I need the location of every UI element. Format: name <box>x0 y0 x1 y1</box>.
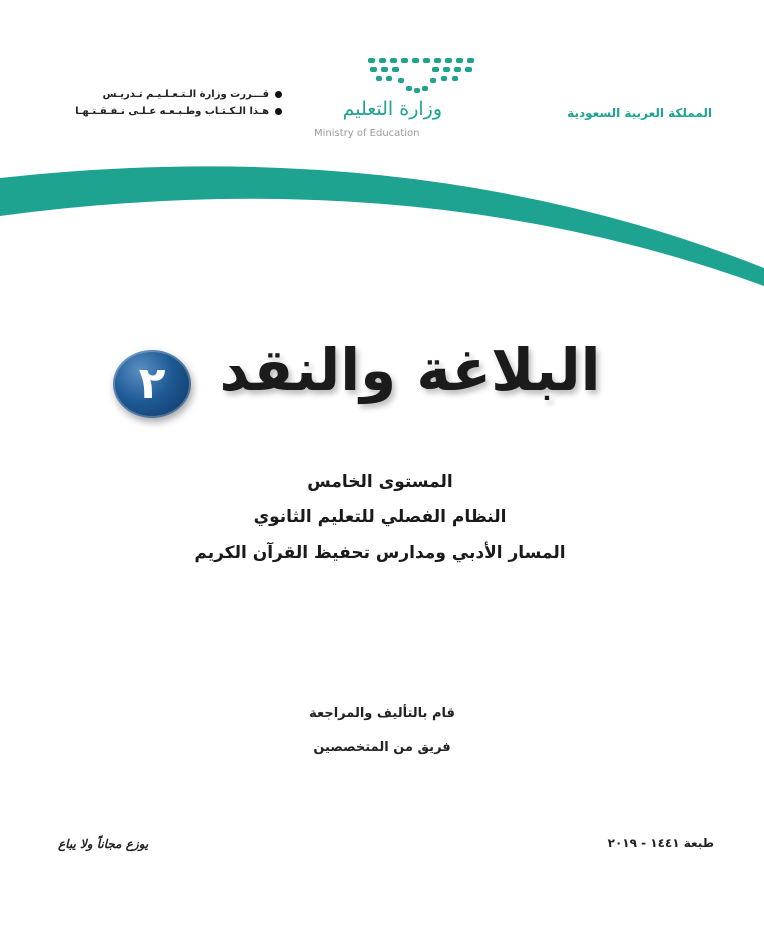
authors-team: فريق من المتخصصين <box>313 740 451 755</box>
approval-note: قـــررت وزارة الـتـعـلـيـم تـدريـس <box>72 86 282 103</box>
level-subtitle: المستوى الخامس <box>307 472 453 492</box>
volume-number: ٢ <box>138 358 166 409</box>
system-subtitle: النظام الفصلي للتعليم الثانوي <box>253 507 507 527</box>
kingdom-label: المملكة العربية السعودية <box>567 106 712 120</box>
bullet-icon <box>275 91 282 98</box>
approval-notes <box>72 86 282 120</box>
volume-number-badge <box>113 350 191 418</box>
approval-note: هـذا الـكـتـاب وطـبـعـه عـلـى نـفـقـتـهـا <box>72 103 282 120</box>
teal-arc-decoration <box>0 150 764 290</box>
bullet-icon <box>275 108 282 115</box>
authorship-line: قام بالتأليف والمراجعة <box>309 706 455 721</box>
ministry-name-arabic: وزارة التعليم <box>342 98 442 120</box>
book-title: البلاغة والنقد <box>219 336 601 404</box>
free-distribution-note: يوزع مجاناً ولا يباع <box>58 837 149 851</box>
ministry-name-english: Ministry of Education <box>314 128 420 139</box>
edition-label: طبعة ١٤٤١ - ٢٠١٩ <box>607 836 714 850</box>
ministry-logo <box>300 52 490 147</box>
track-subtitle: المسار الأدبي ومدارس تحفيظ القرآن الكريم <box>194 543 566 563</box>
